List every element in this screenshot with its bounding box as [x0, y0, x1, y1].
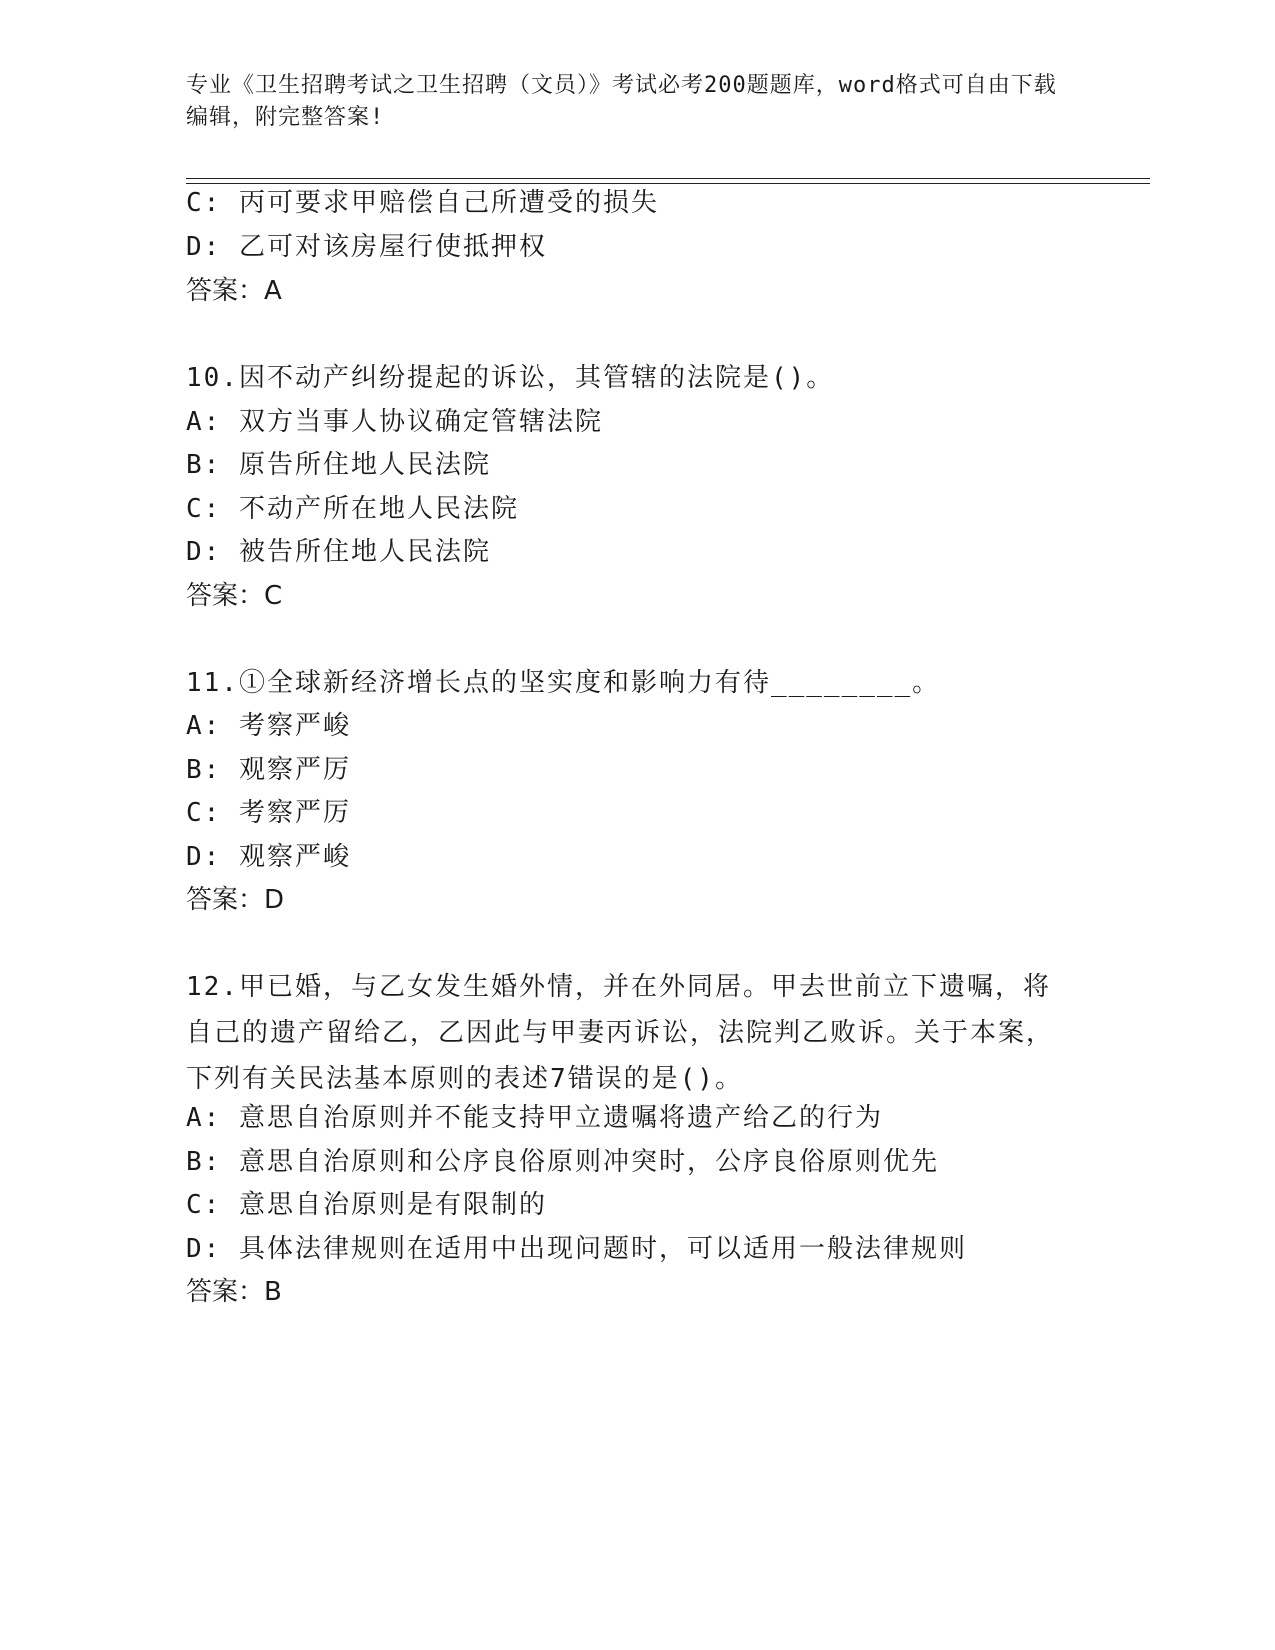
- question-12-option-d: D: 具体法律规则在适用中出现问题时，可以适用一般法律规则: [186, 1234, 967, 1264]
- question-12-option-a: A: 意思自治原则并不能支持甲立遗嘱将遗产给乙的行为: [186, 1103, 883, 1133]
- prev-option-c: C: 丙可要求甲赔偿自己所遭受的损失: [186, 188, 659, 218]
- prev-option-d: D: 乙可对该房屋行使抵押权: [186, 232, 547, 262]
- question-11-option-a: A: 考察严峻: [186, 711, 351, 741]
- question-12-option-b: B: 意思自治原则和公序良俗原则冲突时，公序良俗原则优先: [186, 1147, 939, 1177]
- question-12-option-c: C: 意思自治原则是有限制的: [186, 1190, 547, 1220]
- header-rule-top: [186, 178, 1150, 179]
- document-header: 专业《卫生招聘考试之卫生招聘（文员）》考试必考200题题库，word格式可自由下载编辑，附完整答案!: [186, 73, 1057, 130]
- header-rule-bottom: [186, 183, 1150, 184]
- question-10-answer: 答案：C: [186, 581, 283, 611]
- prev-answer: 答案：A: [186, 276, 282, 306]
- question-11-option-b: B: 观察严厉: [186, 755, 351, 785]
- question-12-answer: 答案：B: [186, 1277, 282, 1307]
- question-12-stem: 12.甲已婚，与乙女发生婚外情，并在外同居。甲去世前立下遗嘱，将自己的遗产留给乙，乙因此与甲妻丙诉讼，法院判乙败诉。关于本案，下列有关民法基本原则的表述7错误的是()。: [186, 972, 1055, 1094]
- question-10-option-a: A: 双方当事人协议确定管辖法院: [186, 407, 603, 437]
- question-10-option-d: D: 被告所住地人民法院: [186, 537, 491, 567]
- question-10-option-b: B: 原告所住地人民法院: [186, 450, 491, 480]
- question-10-stem: 10.因不动产纠纷提起的诉讼，其管辖的法院是()。: [186, 363, 835, 393]
- question-11-option-d: D: 观察严峻: [186, 842, 351, 872]
- question-11-answer: 答案：D: [186, 885, 285, 915]
- question-11-option-c: C: 考察严厉: [186, 798, 351, 828]
- question-10-option-c: C: 不动产所在地人民法院: [186, 494, 519, 524]
- question-11-stem: 11.①全球新经济增长点的坚实度和影响力有待________。: [186, 668, 941, 698]
